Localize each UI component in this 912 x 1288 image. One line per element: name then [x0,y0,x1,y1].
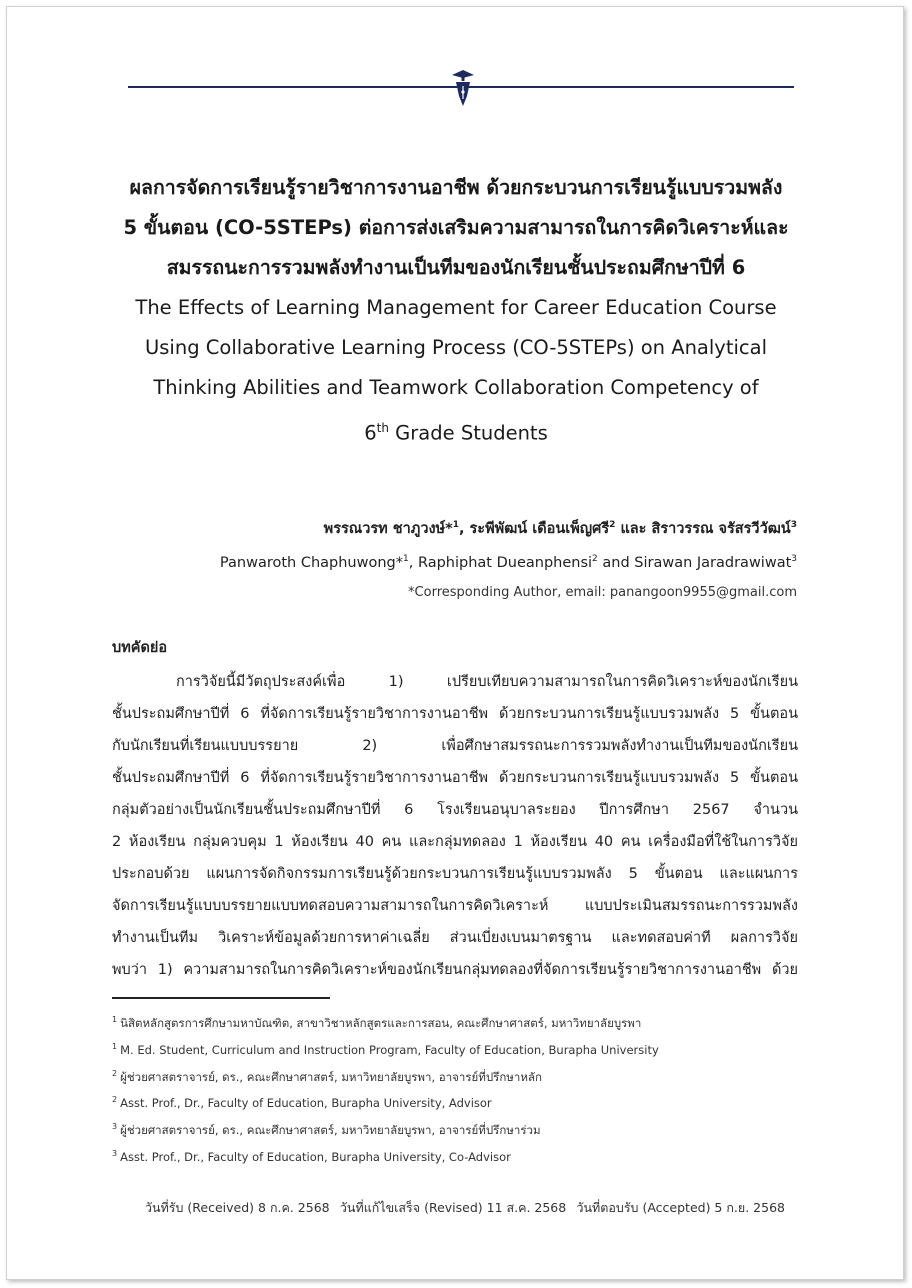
footnote: $^1$ นิสิตหลักสูตรการศึกษามหาบัณฑิต, สาขาวิชาหลักสูตรและการสอน, คณะศึกษาศาสตร์, มหาวิทยาลัยบูรพา [112,1015,642,1030]
author-block [97,510,797,608]
title-en-line-2: Using Collaborative Learning Process (CO-5STEPs) on Analytical [144,336,767,359]
footnote: $^2$ ผู้ช่วยศาสตราจารย์, ดร., คณะศึกษาศาสตร์, มหาวิทยาลัยบูรพา, อาจารย์ที่ปรึกษาหลัก [112,1068,542,1084]
title-th-line-2: 5 ขั้นตอน (CO-5STEPs) ต่อการส่งเสริมความสามารถในการคิดวิเคราะห์และ [123,216,789,239]
abstract-line: จัดการเรียนรู้แบบบรรยายแบบทดสอบความสามารถในการคิดวิเคราะห์ แบบประเมินสมรรถนะการรวมพลัง [112,898,798,914]
footnote: $^1$ M. Ed. Student, Curriculum and Instruction Program, Faculty of Education, Burapha University [112,1041,659,1057]
date-revised: วันที่แก้ไขเสร็จ (Revised) 11 ส.ค. 2568 [339,1200,567,1215]
footnotes [112,1008,812,1169]
abstract-line: กลุ่มตัวอย่างเป็นนักเรียนชั้นประถมศึกษาปีที่ 6 โรงเรียนอนุบาลระยอง ปีการศึกษา 2567 จำนวน [112,802,798,818]
title-en-line-3: Thinking Abilities and Teamwork Collaboration Competency of [153,376,759,399]
abstract-line: พบว่า 1) ความสามารถในการคิดวิเคราะห์ของนักเรียนกลุ่มทดลองที่จัดการเรียนรู้รายวิชาการงานอาชีพ ด้วย [112,962,798,978]
fountain-pen-icon [449,68,477,108]
authors-thai: พรรณวรท ชาภูวงษ์*$^1$, ระพีพัฒน์ เดือนเพ็ญศรี$^2$ และ สิราวรรณ จรัสรวีวัฒน์$^3$ [323,520,797,537]
title-en-line-1: The Effects of Learning Management for Career Education Course [135,296,777,319]
abstract-line: ชั้นประถมศึกษาปีที่ 6 ที่จัดการเรียนรู้รายวิชาการงานอาชีพ ด้วยกระบวนการเรียนรู้แบบรวมพลัง 5 ขั้นตอน [112,706,798,722]
abstract-line: ชั้นประถมศึกษาปีที่ 6 ที่จัดการเรียนรู้รายวิชาการงานอาชีพ ด้วยกระบวนการเรียนรู้แบบรวมพลัง 5 ขั้นตอน [112,770,798,786]
abstract-line: ทำงานเป็นทีม วิเคราะห์ข้อมูลด้วยการหาค่าเฉลี่ย ส่วนเบี่ยงเบนมาตรฐาน และทดสอบค่าที ผลการวิจัย [112,930,798,946]
paper-title [60,168,852,454]
abstract-line: กับนักเรียนที่เรียนแบบบรรยาย 2) เพื่อศึกษาสมรรถนะการรวมพลังทำงานเป็นทีมของนักเรียน [112,738,798,754]
authors-english: Panwaroth Chaphuwong*$^1$, Raphiphat Dueanphensi$^2$ and Sirawan Jaradrawiwat$^3$ [219,553,797,571]
footnote-rule [112,997,330,999]
date-accepted: วันที่ตอบรับ (Accepted) 5 ก.ย. 2568 [576,1200,785,1215]
abstract-heading: บทคัดย่อ [112,640,168,656]
abstract-line: ประกอบด้วย แผนการจัดกิจกรรมการเรียนรู้ด้วยกระบวนการเรียนรู้แบบรวมพลัง 5 ขั้นตอน และแผนการ [112,866,798,882]
abstract-line: 2 ห้องเรียน กลุ่มควบคุม 1 ห้องเรียน 40 คน และกลุ่มทดลอง 1 ห้องเรียน 40 คน เครื่องมือที่ใช้ในการวิจัย [112,834,798,850]
abstract-body [112,666,798,986]
submission-dates [145,1198,785,1218]
title-th-line-3: สมรรถนะการรวมพลังทำงานเป็นทีมของนักเรียนชั้นประถมศึกษาปีที่ 6 [166,256,746,279]
title-en-line-4: 6th Grade Students [364,421,548,445]
title-th-line-1: ผลการจัดการเรียนรู้รายวิชาการงานอาชีพ ด้วยกระบวนการเรียนรู้แบบรวมพลัง [129,176,783,199]
footnote: $^2$ Asst. Prof., Dr., Faculty of Education, Burapha University, Advisor [112,1095,492,1111]
abstract-line: การวิจัยนี้มีวัตถุประสงค์เพื่อ 1) เปรียบเทียบความสามารถในการคิดวิเคราะห์ของนักเรียน [176,674,798,690]
date-received: วันที่รับ (Received) 8 ก.ค. 2568 [145,1200,330,1215]
footnote: $^3$ ผู้ช่วยศาสตราจารย์, ดร., คณะศึกษาศาสตร์, มหาวิทยาลัยบูรพา, อาจารย์ที่ปรึกษาร่วม [112,1122,541,1138]
footnote: $^3$ Asst. Prof., Dr., Faculty of Education, Burapha University, Co-Advisor [112,1149,511,1164]
corresponding-author: *Corresponding Author, email: panangoon9955@gmail.com [408,584,797,600]
